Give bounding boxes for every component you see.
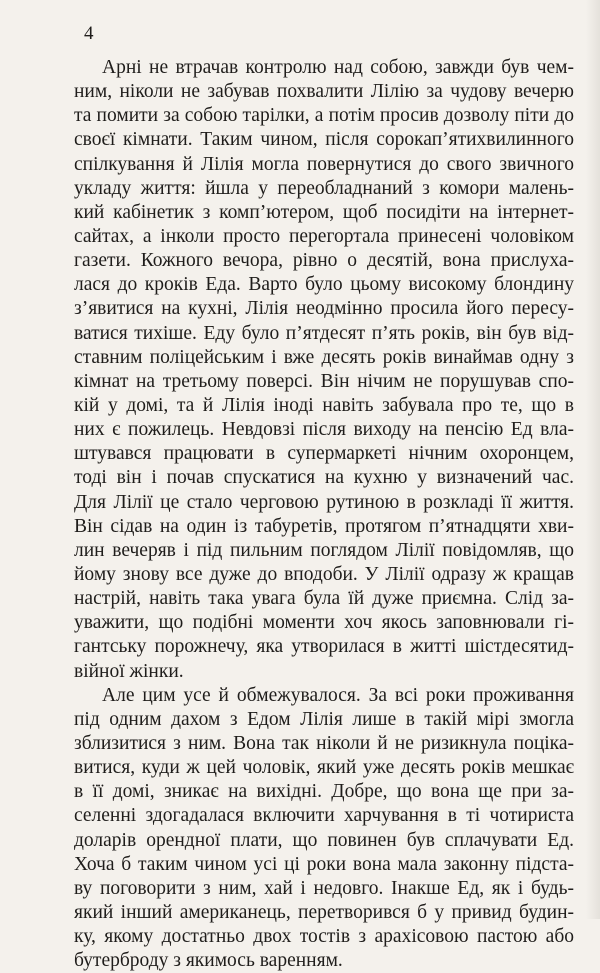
text-line: газети. Кожного вечора, рівно о десятій, вона прислуха- (74, 250, 574, 272)
text-line: йому знову все дуже до вподоби. У Лілії одразу ж кращав (74, 563, 574, 585)
text-line: настрій, навіть така увага була їй дуже приємна. Слід за- (74, 588, 574, 610)
text-line: лин вечеряв і під пильним поглядом Лілії повідомляв, що (74, 539, 574, 561)
text-line: своєї кімнати. Таким чином, після сорокап’ятихвилинного (74, 129, 574, 151)
page-number: 4 (84, 23, 94, 44)
text-line: ку, якому достатньо двох тостів з арахісовою пастою або (74, 926, 574, 948)
text-line: Він сідав на один із табуретів, протягом п’ятнадцяти хви- (74, 515, 574, 537)
text-line: спілкування й Лілія могла повернутися до свого звичного (74, 153, 574, 175)
text-line: ватися тихіше. Еду було п’ятдесят п’ять років, він був від- (74, 322, 574, 344)
text-line: витися, куди ж цей чоловік, який уже десять років мешкає (74, 757, 574, 779)
text-line: тоді він і почав спускатися на кухню у визначений час. (74, 467, 574, 489)
text-line: них є пожилець. Невдовзі після виходу на пенсію Ед вла- (74, 419, 574, 441)
text-line: штувався працювати в супермаркеті нічним охоронцем, (74, 443, 574, 465)
text-line: кий кабінетик з комп’ютером, щоб посидіти на інтернет- (74, 201, 574, 223)
text-line: який інший американець, перетворився б у привид будин- (74, 901, 574, 923)
text-line: в її домі, зникає на вихідні. Добре, що вона ще при за- (74, 781, 574, 803)
text-line: зблизитися з ним. Вона так ніколи й не ризикнула поціка- (74, 732, 574, 754)
text-line: з’явитися на кухні, Лілія неодмінно просила його пересу- (74, 298, 574, 320)
text-line: бутерброду з якимось варенням. (74, 950, 343, 972)
text-line: сайтах, а інколи просто перегортала принесені чоловіком (74, 225, 574, 247)
text-line: ву поговорити з ним, хай і недовго. Інакше Ед, як і будь- (74, 877, 574, 899)
page-edge-shadow (586, 0, 600, 919)
text-line: Для Лілії це стало черговою рутиною в розкладі її життя. (74, 491, 574, 513)
paragraph (74, 56, 574, 684)
text-line: уважити, що подібні моменти хоч якось заповнювали гі- (74, 612, 574, 634)
text-line: Арні не втрачав контролю над собою, завжди був чем- (102, 57, 574, 78)
text-line: та помити за собою тарілки, а потім просив дозволу піти до (74, 105, 574, 127)
paragraph (74, 684, 574, 973)
text-line: кій у домі, та й Лілія іноді навіть забувала про те, що в (74, 394, 574, 416)
text-line: ставним поліцейським і вже десять років винаймав одну з (74, 346, 574, 368)
body-text (74, 56, 574, 973)
text-line: Хоча б таким чином усі ці роки вона мала законну підста- (74, 853, 574, 875)
text-line: під одним дахом з Едом Лілія лише в такій мірі змогла (74, 708, 574, 730)
text-line: доларів орендної плати, що повинен був сплачувати Ед. (74, 829, 574, 851)
text-line: селенні здогадалася включити харчування в ті чотириста (74, 805, 574, 827)
text-line: війної жінки. (74, 660, 184, 682)
text-line: ним, ніколи не забував похвалити Лілію за чудову вечерю (74, 81, 574, 103)
text-line: кімнат на третьому поверсі. Він нічим не порушував спо- (74, 370, 574, 392)
text-line: лася до кроків Еда. Варто було цьому високому блондину (74, 274, 574, 296)
text-line: гантську порожнечу, яка утворилася в житті шістдесятид- (74, 636, 574, 658)
text-line: укладу життя: йшла у переобладнаний з комори малень- (74, 177, 574, 199)
text-line: Але цим усе й обмежувалося. За всі роки проживання (102, 684, 574, 706)
